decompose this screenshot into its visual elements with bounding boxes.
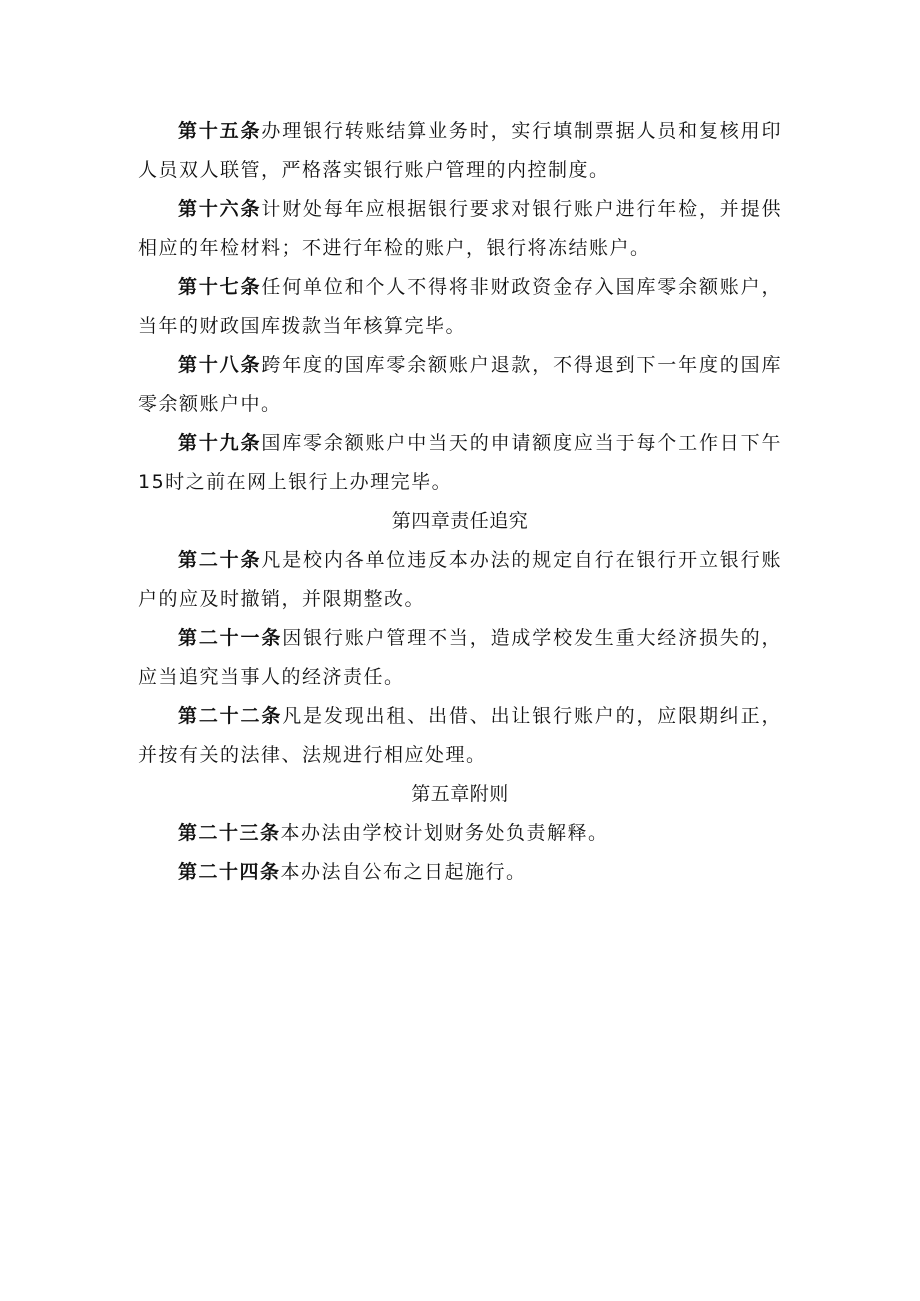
article-text: 跨年度的国库零余额账户退款，不得退到下一年度的国库零余额账户中。 [138,354,782,415]
article-20 [138,541,782,619]
article-number: 第十五条 [178,120,262,142]
article-text: 凡是发现出租、出借、出让银行账户的，应限期纠正，并按有关的法律、法规进行相应处理。 [138,705,782,766]
article-18 [138,346,782,424]
document-page [138,112,782,892]
article-text: 任何单位和个人不得将非财政资金存入国库零余额账户，当年的财政国库拨款当年核算完毕。 [138,276,782,337]
article-text: 因银行账户管理不当，造成学校发生重大经济损失的，应当追究当事人的经济责任。 [138,627,782,688]
article-16 [138,190,782,268]
article-text: 本办法由学校计划财务处负责解释。 [280,822,609,844]
article-text: 本办法自公布之日起施行。 [280,861,527,883]
article-text: 计财处每年应根据银行要求对银行账户进行年检，并提供相应的年检材料；不进行年检的账户，银行将冻结账户。 [138,198,782,259]
article-text: 国库零余额账户中当天的申请额度应当于每个工作日下午15时之前在网上银行上办理完毕。 [138,432,782,493]
article-17 [138,268,782,346]
article-number: 第二十条 [178,549,262,571]
article-number: 第十六条 [178,198,262,220]
article-19 [138,424,782,502]
article-number: 第二十二条 [178,705,283,727]
chapter-5-title: 第五章附则 [411,783,509,805]
article-23 [138,814,782,853]
article-21 [138,619,782,697]
article-text: 办理银行转账结算业务时，实行填制票据人员和复核用印人员双人联管，严格落实银行账户管理的内控制度。 [138,120,782,181]
article-15 [138,112,782,190]
article-number: 第十七条 [178,276,262,298]
article-number: 第二十四条 [178,861,281,883]
article-22 [138,697,782,775]
article-24 [138,853,782,892]
article-text: 凡是校内各单位违反本办法的规定自行在银行开立银行账户的应及时撤销，并限期整改。 [138,549,782,610]
article-number: 第二十三条 [178,822,281,844]
article-number: 第二十一条 [178,627,283,649]
article-number: 第十八条 [178,354,262,376]
chapter-4-title: 第四章责任追究 [391,510,529,532]
article-number: 第十九条 [178,432,262,454]
